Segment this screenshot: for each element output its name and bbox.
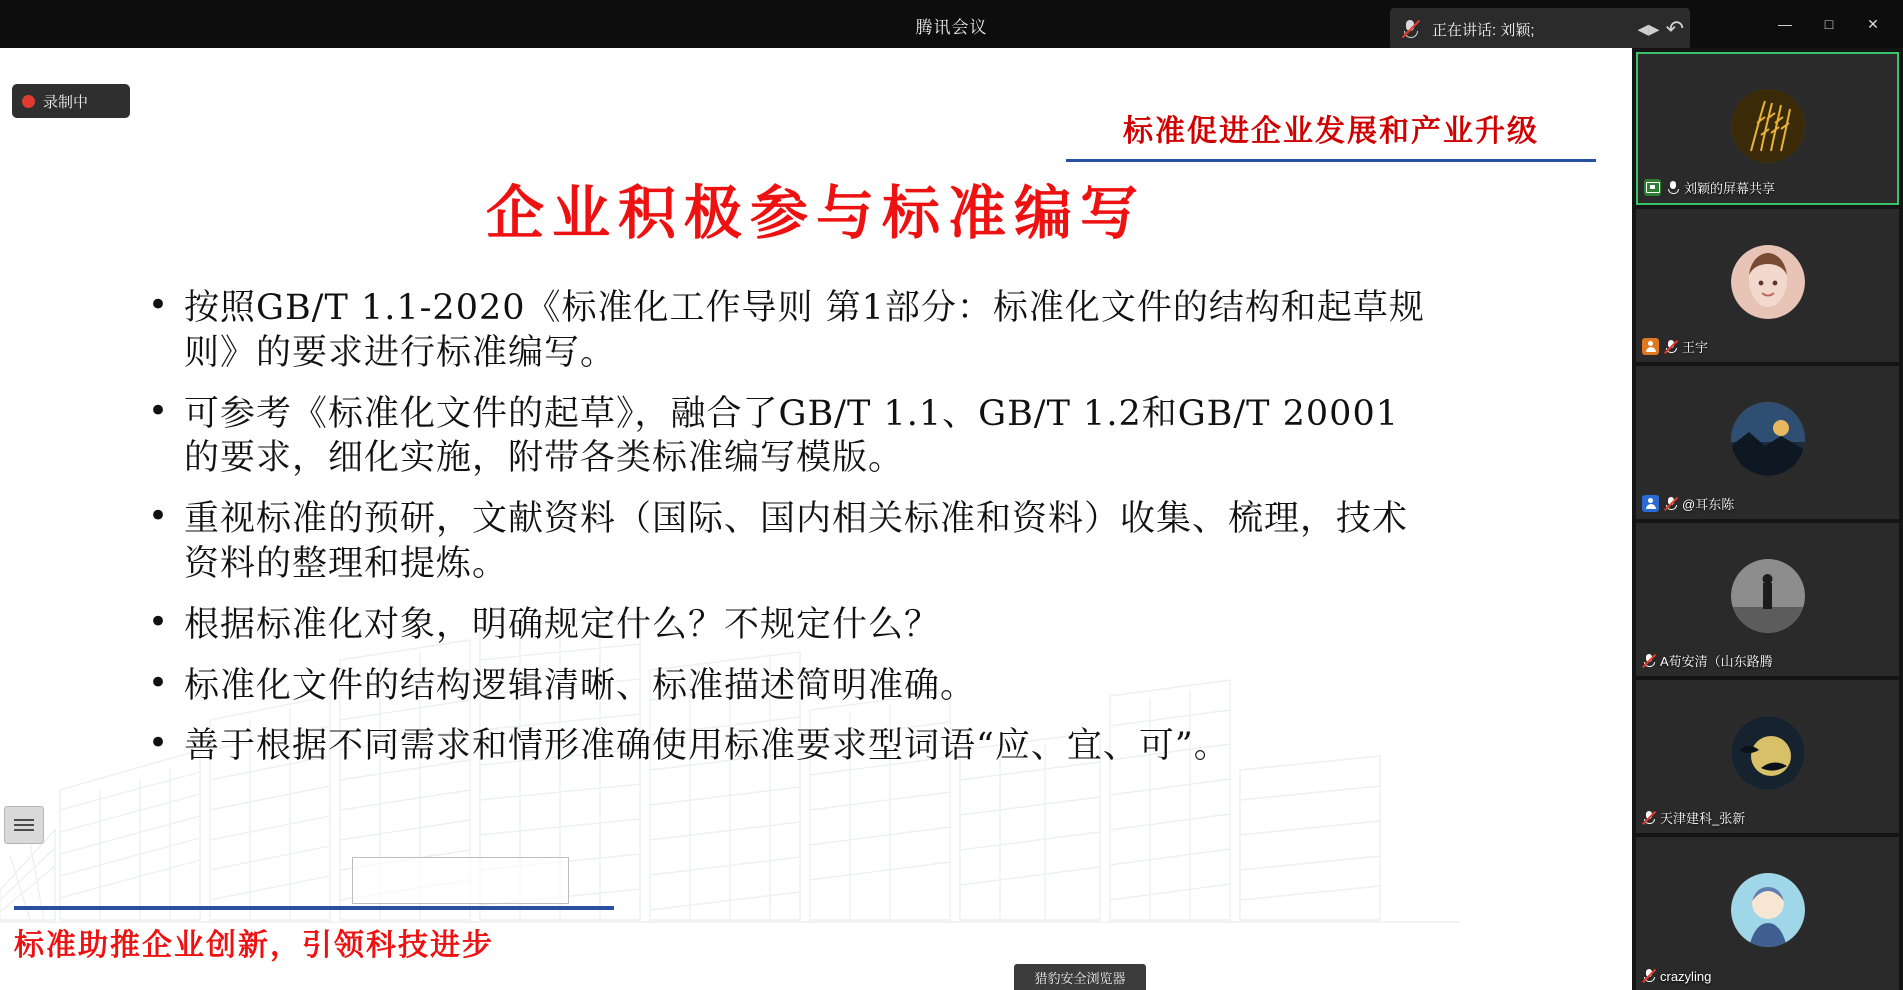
participant-name: crazyling <box>1660 968 1712 984</box>
minimize-icon[interactable]: — <box>1778 16 1792 32</box>
active-speaker-indicator[interactable] <box>1390 8 1690 50</box>
mic-muted-icon <box>1642 653 1655 669</box>
participant-name: @耳东陈 <box>1682 497 1735 512</box>
avatar <box>1731 716 1805 790</box>
browser-taskbar-tab[interactable] <box>1014 964 1146 990</box>
recording-dot-icon <box>22 95 35 108</box>
slide-bullet-list <box>140 286 1430 785</box>
avatar <box>1731 559 1805 633</box>
participant-label <box>1642 494 1734 513</box>
avatar-image <box>1731 559 1805 633</box>
participant-tile[interactable] <box>1636 680 1899 833</box>
window-controls[interactable] <box>1763 0 1895 48</box>
avatar-image <box>1731 873 1805 947</box>
chevron-collapse-icon[interactable]: ◂▸ <box>1637 16 1660 41</box>
person-badge-blue <box>1642 495 1659 512</box>
speaker-pill-actions[interactable] <box>1637 18 1684 40</box>
mic-muted-icon <box>1642 810 1655 826</box>
participant-label <box>1642 651 1773 670</box>
avatar <box>1731 89 1805 163</box>
share-screen-badge <box>1644 179 1661 196</box>
participant-label <box>1642 337 1708 356</box>
app-title: 腾讯会议 <box>915 18 988 37</box>
slide-bullet: • 可参考《标准化文件的起草》，融合了GB/T 1.1、GB/T 1.2和GB/T 20001的要求，细化实施，附带各类标准编写模版。 <box>140 392 1430 482</box>
participant-label <box>1642 968 1711 984</box>
avatar <box>1731 873 1805 947</box>
participant-label <box>1644 178 1775 197</box>
avatar-image <box>1731 716 1805 790</box>
participant-tile[interactable] <box>1636 209 1899 362</box>
active-speaker-label: 正在讲话: 刘颖; <box>1432 21 1535 39</box>
undo-arrow-icon[interactable]: ↶ <box>1665 16 1684 41</box>
browser-tab-label: 猎豹安全浏览器 <box>1034 970 1126 986</box>
slide-bullet: • 根据标准化对象，明确规定什么？不规定什么？ <box>140 603 1430 648</box>
recording-label: 录制中 <box>43 93 89 111</box>
slide-bullet: • 标准化文件的结构逻辑清晰、标准描述简明准确。 <box>140 664 1430 709</box>
participant-name: A荀安清（山东路腾 <box>1660 654 1773 669</box>
mic-muted-icon <box>1664 496 1677 512</box>
participant-tile[interactable] <box>1636 523 1899 676</box>
slide-header: 标准促进企业发展和产业升级 <box>1066 106 1596 162</box>
mic-muted-icon <box>1664 339 1677 355</box>
maximize-icon[interactable]: □ <box>1824 16 1834 32</box>
participant-tile-screen-share[interactable] <box>1636 52 1899 205</box>
slide-bullet: • 按照GB/T 1.1-2020《标准化工作导则 第1部分：标准化文件的结构和起草规则》的要求进行标准编写。 <box>140 286 1430 376</box>
slide-bullet: • 善于根据不同需求和情形准确使用标准要求型词语“应、宜、可”。 <box>140 724 1430 769</box>
slide-bullet: • 重视标准的预研，文献资料（国际、国内相关标准和资料）收集、梳理，技术资料的整理和提炼。 <box>140 497 1430 587</box>
mic-muted-icon <box>1390 8 1430 50</box>
avatar <box>1731 245 1805 319</box>
close-icon[interactable]: ✕ <box>1867 15 1879 32</box>
avatar-image <box>1731 402 1805 476</box>
mic-active-icon <box>1666 180 1679 196</box>
slide-title: 企业积极参与标准编写 <box>485 179 1146 247</box>
person-badge-orange <box>1642 338 1659 355</box>
recording-indicator[interactable] <box>12 84 130 118</box>
presentation-slide <box>0 48 1632 990</box>
avatar-image <box>1731 245 1805 319</box>
participant-name: 王宇 <box>1682 340 1709 355</box>
avatar <box>1731 402 1805 476</box>
list-lines-icon[interactable] <box>4 806 44 844</box>
slide-placeholder-box <box>352 857 569 904</box>
participant-tile[interactable] <box>1636 366 1899 519</box>
participant-rail[interactable] <box>1632 48 1903 990</box>
participant-name: 刘颖的屏幕共享 <box>1684 181 1776 196</box>
participant-name: 天津建科_张新 <box>1660 811 1746 826</box>
mic-muted-icon <box>1642 968 1655 984</box>
shared-screen-area[interactable] <box>0 48 1632 990</box>
avatar-image <box>1731 89 1805 163</box>
participant-label <box>1642 808 1745 827</box>
participant-tile[interactable] <box>1636 837 1899 990</box>
title-bar <box>0 0 1903 48</box>
slide-footer: 标准助推企业创新，引领科技进步 <box>14 906 614 964</box>
